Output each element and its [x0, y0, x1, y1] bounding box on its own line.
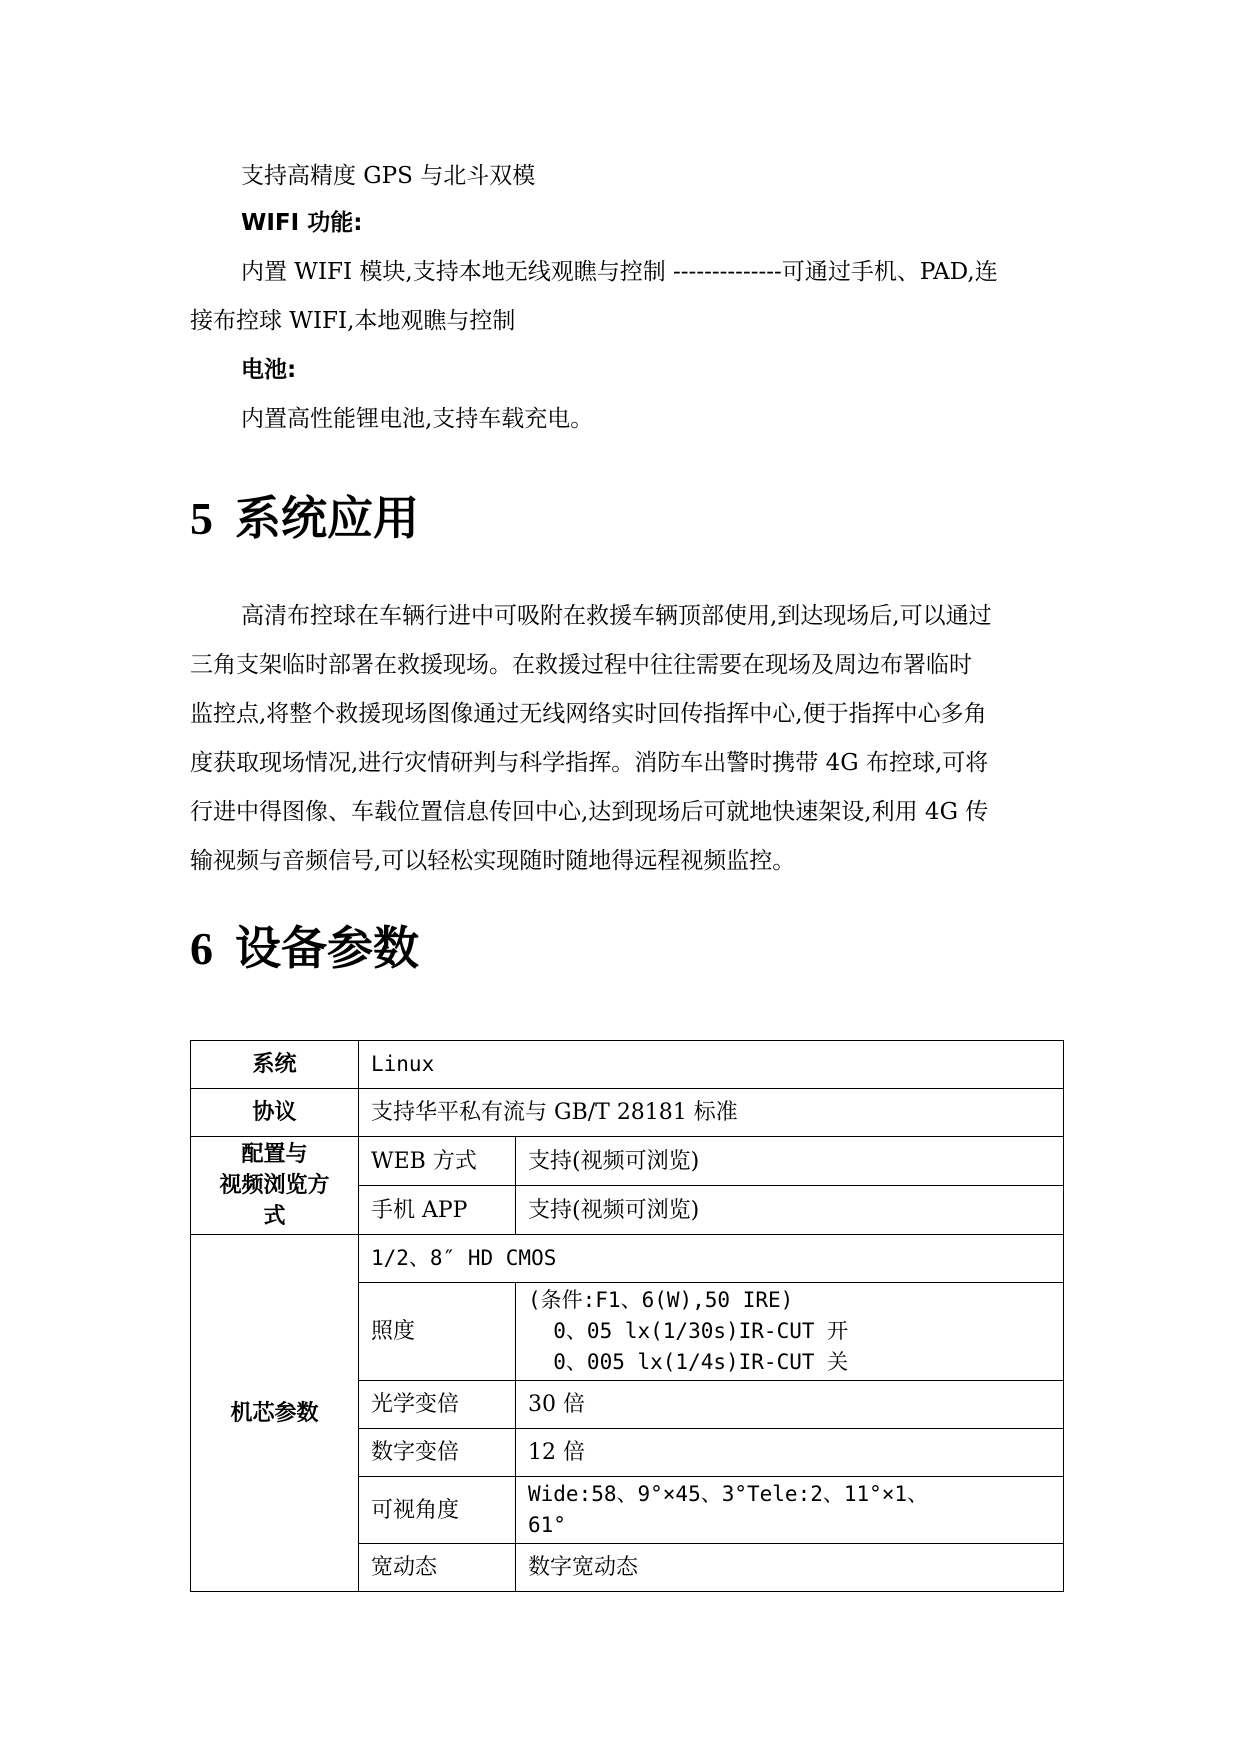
spec-table [190, 1040, 1064, 1592]
core-label: 机芯参数 [191, 1235, 359, 1592]
section-6-number: 6 [190, 923, 213, 974]
app-label: 手机 APP [359, 1186, 516, 1235]
paragraph-line: 度获取现场情况,进行灾情研判与科学指挥。消防车出警时携带 4G 布控球,可将 [190, 750, 989, 776]
section-6-heading [190, 920, 419, 977]
app-value: 支持(视频可浏览) [516, 1186, 1064, 1235]
wifi-line-1: 内置 WIFI 模块,支持本地无线观瞧与控制 --------------可通过手机、PAD,连 [241, 259, 998, 285]
view-angle-label: 可视角度 [359, 1477, 516, 1544]
system-value: Linux [359, 1041, 1064, 1089]
table-row [191, 1137, 1064, 1186]
wdr-label: 宽动态 [359, 1544, 516, 1592]
battery-line: 内置高性能锂电池,支持车载充电。 [241, 406, 594, 432]
paragraph-line: 监控点,将整个救援现场图像通过无线网络实时回传指挥中心,便于指挥中心多角 [190, 701, 987, 727]
paragraph-line: 高清布控球在车辆行进中可吸附在救援车辆顶部使用,到达现场后,可以通过 [241, 603, 992, 629]
protocol-label: 协议 [191, 1089, 359, 1137]
paragraph-line: 输视频与音频信号,可以轻松实现随时随地得远程视频监控。 [190, 848, 796, 874]
table-row [191, 1041, 1064, 1089]
config-label-line: 视频浏览方 [219, 1173, 330, 1198]
battery-heading: 电池: [241, 357, 297, 383]
digital-zoom-value: 12 倍 [516, 1429, 1064, 1477]
view-angle-value [516, 1477, 1064, 1544]
table-row [191, 1235, 1064, 1283]
illumination-value [516, 1283, 1064, 1381]
section-5-paragraph [190, 592, 1063, 886]
wifi-heading: WIFI 功能: [241, 210, 363, 236]
digital-zoom-label: 数字变倍 [359, 1429, 516, 1477]
config-label-line: 配置与 [241, 1142, 308, 1167]
wifi-line-2: 接布控球 WIFI,本地观瞧与控制 [190, 308, 516, 334]
section-5-number: 5 [190, 493, 213, 544]
optical-zoom-label: 光学变倍 [359, 1381, 516, 1429]
illumination-label: 照度 [359, 1283, 516, 1381]
section-5-title: 系统应用 [235, 491, 419, 545]
paragraph-line: 三角支架临时部署在救援现场。在救援过程中往往需要在现场及周边布署临时 [190, 652, 972, 678]
section-5-heading [190, 490, 419, 547]
paragraph-line: 行进中得图像、车载位置信息传回中心,达到现场后可就地快速架设,利用 4G 传 [190, 799, 989, 825]
illumination-line: 0、005 lx(1/4s)IR-CUT 关 [528, 1350, 849, 1374]
illumination-line: 0、05 lx(1/30s)IR-CUT 开 [528, 1319, 849, 1343]
web-value: 支持(视频可浏览) [516, 1137, 1064, 1186]
config-label-line: 式 [263, 1204, 286, 1229]
wdr-value: 数字宽动态 [516, 1544, 1064, 1592]
gps-line: 支持高精度 GPS 与北斗双模 [241, 163, 536, 189]
section-6-title: 设备参数 [235, 921, 419, 975]
web-label: WEB 方式 [359, 1137, 516, 1186]
config-label [191, 1137, 359, 1235]
system-label: 系统 [191, 1041, 359, 1089]
sensor-value: 1/2、8″ HD CMOS [359, 1235, 1064, 1283]
illumination-line: (条件:F1、6(W),50 IRE) [528, 1288, 794, 1312]
optical-zoom-value: 30 倍 [516, 1381, 1064, 1429]
table-row [191, 1089, 1064, 1137]
view-angle-line: Wide:58、9°×45、3°Tele:2、11°×1、 [528, 1482, 929, 1506]
view-angle-line: 61° [528, 1513, 566, 1537]
protocol-value: 支持华平私有流与 GB/T 28181 标准 [359, 1089, 1064, 1137]
